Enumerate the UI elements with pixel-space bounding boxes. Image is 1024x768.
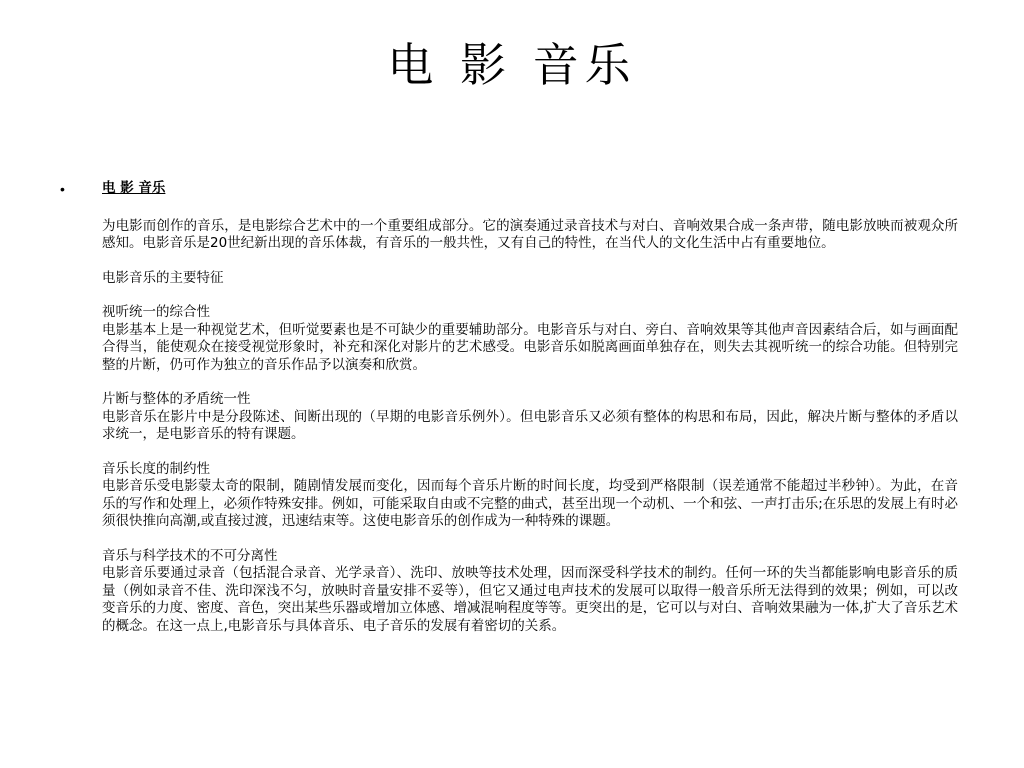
- bullet-heading: 电 影 音乐: [102, 180, 166, 196]
- feature-body: 电影音乐在影片中是分段陈述、间断出现的（早期的电影音乐例外）。但电影音乐又必须有整体的构思和布局，因此，解决片断与整体的矛盾以求统一，是电影音乐的特有课题。: [102, 408, 958, 442]
- feature-title: 音乐长度的制约性: [102, 460, 210, 477]
- intro-paragraph: 为电影而创作的音乐，是电影综合艺术中的一个重要组成部分。它的演奏通过录音技术与对白、音响效果合成一条声带，随电影放映而被观众所感知。电影音乐是20世纪新出现的音乐体裁，有音乐的一般共性，又有自己的特性，在当代人的文化生活中占有重要地位。: [102, 217, 958, 251]
- feature-body: 电影音乐要通过录音（包括混合录音、光学录音）、洗印、放映等技术处理，因而深受科学技术的制约。任何一环的失当都能影响电影音乐的质量（例如录音不佳、洗印深浅不匀，放映时音量安排不妥等），但它又通过电声技术的发展可以取得一般音乐所无法得到的效果；例如，可以改变音乐的力度、密度、音色，突出某些乐器或增加立体感、增减混响程度等等。更突出的是，它可以与对白、音响效果融为一体,扩大了音乐艺术的概念。在这一点上,电影音乐与具体音乐、电子音乐的发展有着密切的关系。: [102, 565, 958, 634]
- features-heading: 电影音乐的主要特征: [102, 269, 224, 286]
- feature-body: 电影音乐受电影蒙太奇的限制，随剧情发展而变化，因而每个音乐片断的时间长度，均受到严格限制（误差通常不能超过半秒钟）。为此，在音乐的写作和处理上，必须作特殊安排。例如，可能采取自由或不完整的曲式，甚至出现一个动机、一个和弦、一声打击乐;在乐思的发展上有时必须很快推向高潮,或直接过渡，迅速结束等。这使电影音乐的创作成为一种特殊的课题。: [102, 478, 958, 529]
- bullet-dot: •: [60, 181, 65, 197]
- feature-title: 视听统一的综合性: [102, 304, 210, 320]
- slide-title: 电 影 音乐: [387, 38, 637, 92]
- feature-block: [102, 461, 958, 531]
- feature-block: [102, 391, 958, 444]
- feature-block: [102, 304, 958, 374]
- feature-body: 电影基本上是一种视觉艺术，但听觉要素也是不可缺少的重要辅助部分。电影音乐与对白、旁白、音响效果等其他声音因素结合后，如与画面配合得当，能使观众在接受视觉形象时，补充和深化对影片的艺术感受。电影音乐如脱离画面单独存在，则失去其视听统一的综合功能。但特别完整的片断，仍可作为独立的音乐作品予以演奏和欣赏。: [102, 321, 958, 373]
- feature-block: [102, 548, 958, 636]
- feature-title: 片断与整体的矛盾统一性: [102, 391, 251, 407]
- bullet-content: [102, 180, 958, 652]
- feature-title: 音乐与科学技术的不可分离性: [102, 547, 278, 564]
